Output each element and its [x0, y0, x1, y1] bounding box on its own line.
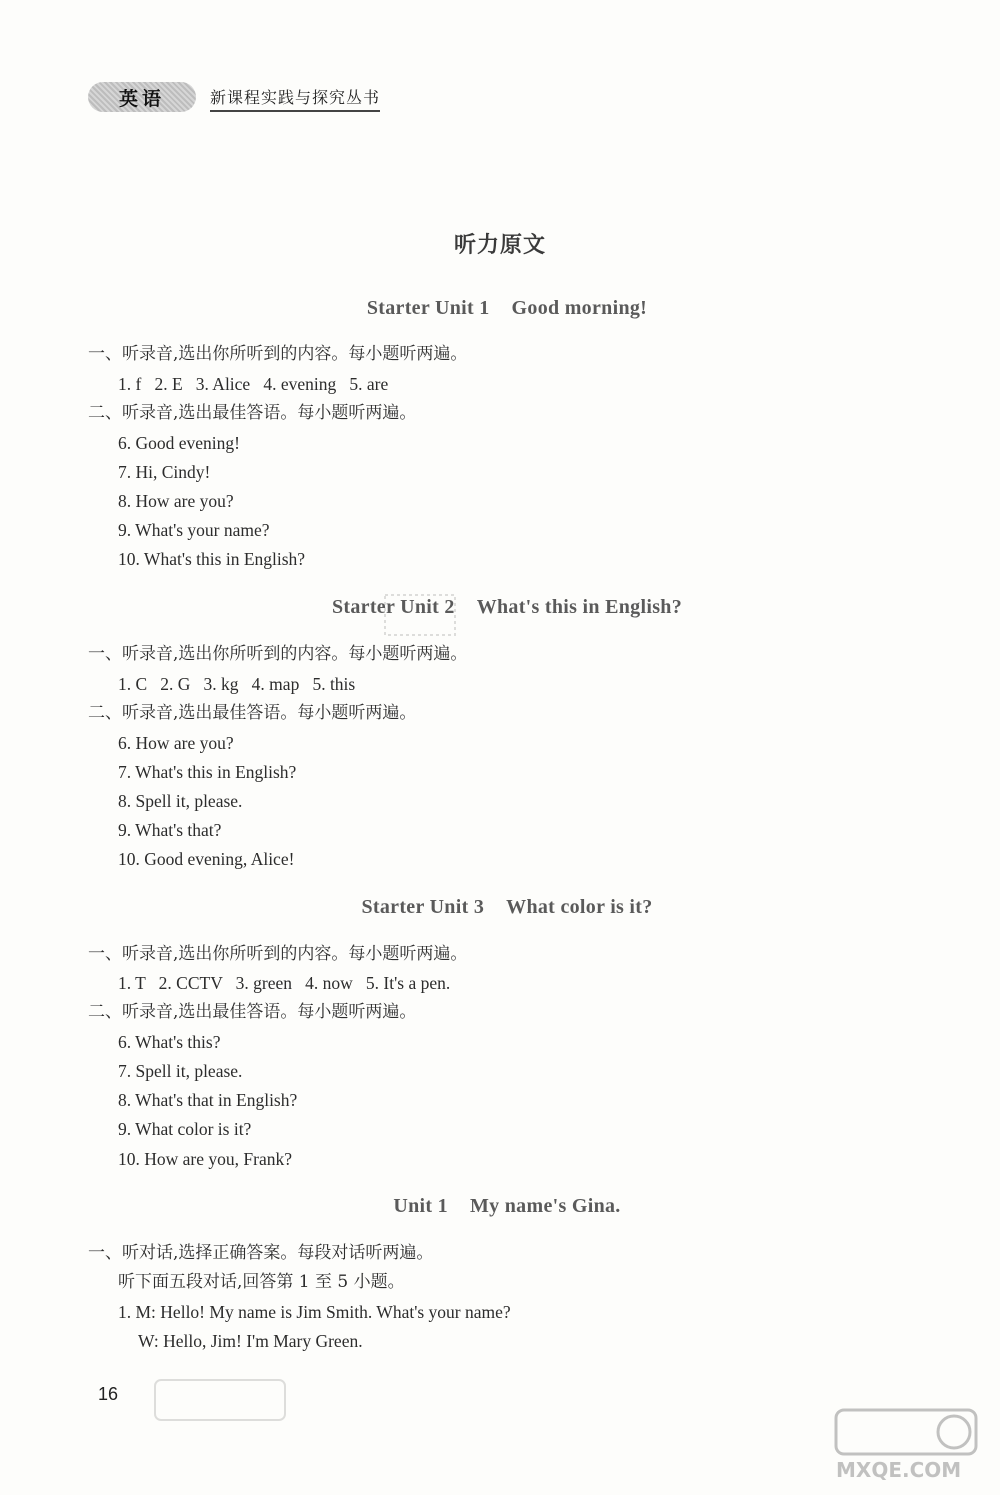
dialogue-line: 1. M: Hello! My name is Jim Smith. What's your name? — [118, 1302, 511, 1322]
instruction-line: 听下面五段对话,回答第 1 至 5 小题。 — [118, 1272, 405, 1292]
answer-line: 10. How are you, Frank? — [118, 1149, 292, 1169]
part-heading: 二、听录音,选出最佳答语。每小题听两遍。 — [88, 703, 417, 723]
page-header — [88, 80, 380, 112]
answer-line: 7. Hi, Cindy! — [118, 462, 211, 482]
part-heading: 一、听录音,选出你所听到的内容。每小题听两遍。 — [88, 944, 468, 964]
answer-line: 7. What's this in English? — [118, 762, 297, 782]
part-heading: 一、听录音,选出你所听到的内容。每小题听两遍。 — [88, 644, 468, 664]
watermark-text: MXQE.COM — [836, 1458, 962, 1482]
part-heading: 二、听录音,选出最佳答语。每小题听两遍。 — [88, 1002, 417, 1022]
answer-line: 7. Spell it, please. — [118, 1061, 243, 1081]
page-title: 听力原文 — [453, 233, 546, 258]
unit-label: Unit 1 — [393, 1195, 448, 1217]
part-heading: 二、听录音,选出最佳答语。每小题听两遍。 — [88, 403, 417, 423]
answer-line: 1. C 2. G 3. kg 4. map 5. this — [118, 674, 356, 694]
answer-line: 6. Good evening! — [118, 433, 240, 453]
page-number: 16 — [98, 1384, 119, 1404]
answer-line: 8. How are you? — [118, 491, 234, 511]
unit-heading — [0, 596, 1000, 619]
faint-stamp-icon — [380, 585, 460, 645]
answer-line: 10. Good evening, Alice! — [118, 849, 295, 869]
answer-line: 9. What color is it? — [118, 1119, 252, 1139]
answer-line: 8. What's that in English? — [118, 1090, 298, 1110]
answer-line: 9. What's your name? — [118, 520, 270, 540]
unit-label: Starter Unit 3 — [361, 896, 485, 918]
unit-subtitle: My name's Gina. — [469, 1195, 621, 1217]
series-title: 新课程实践与探究丛书 — [210, 85, 380, 112]
subject-badge: 英语 — [88, 82, 196, 112]
unit-heading — [0, 1195, 1000, 1218]
part-heading: 一、听对话,选择正确答案。每段对话听两遍。 — [88, 1243, 434, 1263]
unit-label: Starter Unit 2 — [331, 596, 455, 618]
answer-line: 9. What's that? — [118, 820, 222, 840]
answer-line: 6. What's this? — [118, 1032, 221, 1052]
answer-line: 10. What's this in English? — [118, 549, 306, 569]
answer-line: 1. f 2. E 3. Alice 4. evening 5. are — [118, 374, 389, 394]
unit-label: Starter Unit 1 — [366, 297, 490, 319]
unit-subtitle: What's this in English? — [476, 596, 682, 618]
answer-line: 1. T 2. CCTV 3. green 4. now 5. It's a pen. — [118, 973, 451, 993]
unit-heading — [0, 297, 1000, 320]
answer-line: 8. Spell it, please. — [118, 791, 243, 811]
unit-subtitle: What color is it? — [506, 896, 653, 918]
faint-stamp-icon — [150, 1370, 290, 1430]
answer-line: 6. How are you? — [118, 733, 234, 753]
unit-heading — [0, 896, 1000, 919]
part-heading: 一、听录音,选出你所听到的内容。每小题听两遍。 — [88, 344, 468, 364]
unit-subtitle: Good morning! — [511, 297, 648, 319]
dialogue-line: W: Hello, Jim! I'm Mary Green. — [138, 1331, 363, 1351]
watermark — [826, 1408, 986, 1488]
